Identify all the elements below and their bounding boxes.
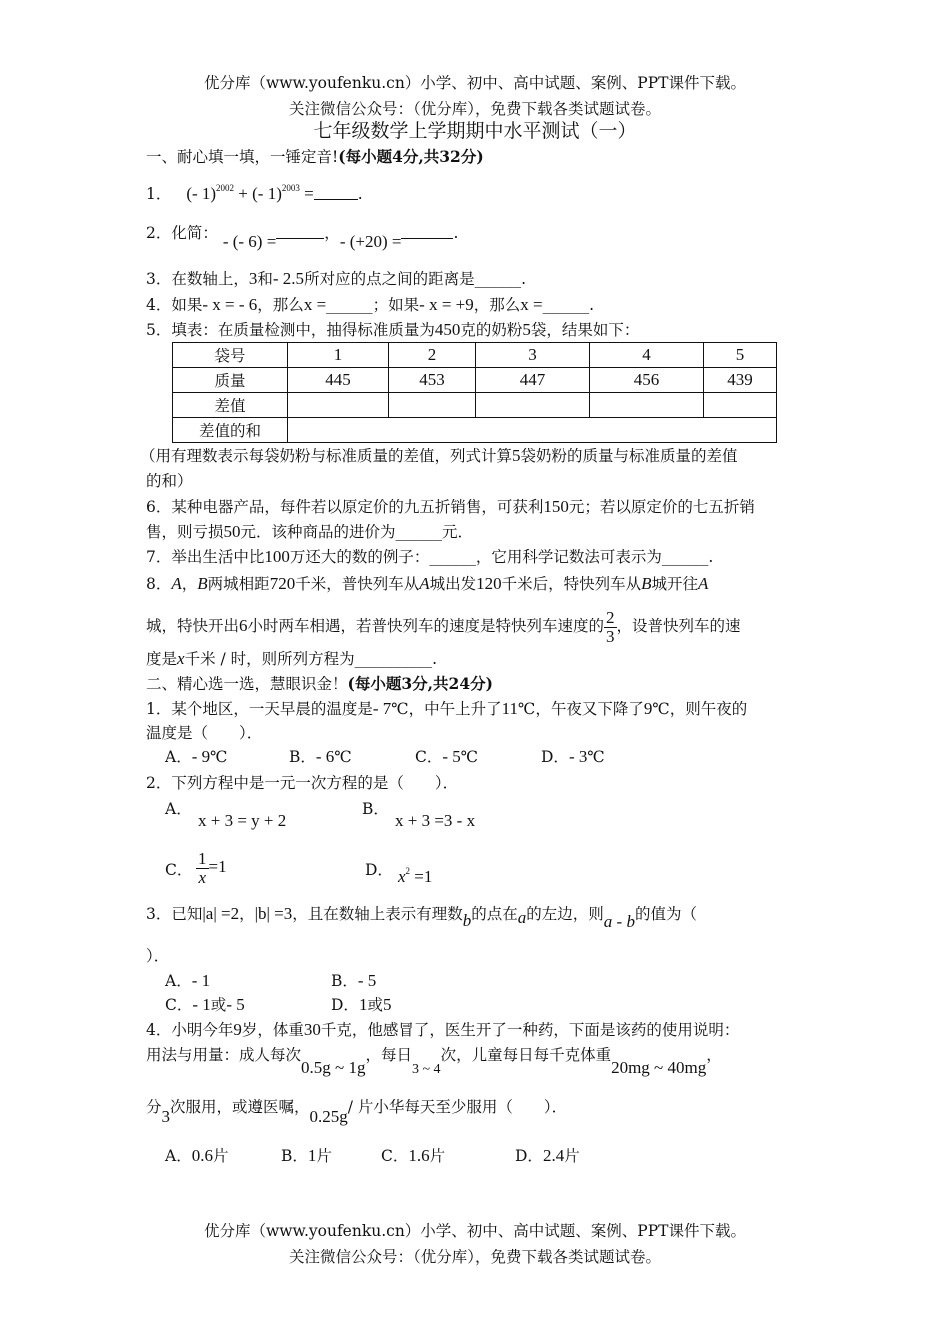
s2-q2-option-d-label[interactable]: D．	[365, 861, 393, 879]
option-b[interactable]: B．- 6℃	[289, 747, 352, 766]
table-cell: 453	[389, 368, 476, 393]
option-a[interactable]: A．- 9℃	[165, 747, 228, 766]
table-cell	[704, 393, 777, 418]
option-c[interactable]: C．- 5℃	[415, 747, 479, 766]
fraction: $\frac{2}{3}$	[606, 607, 615, 646]
s2-question-1-line-2: 温度是（ ）．	[146, 724, 263, 742]
s2-question-4-line-2: 用法与用量：成人每次0.5g ~ 1g，每日3 ~ 4次，儿童每日每千克体重20mg ~ 40mg，	[146, 1046, 722, 1077]
section-2-heading	[146, 673, 812, 695]
section-1-heading	[146, 146, 812, 168]
header-line-2: 关注微信公众号：（优分库），免费下载各类试题试卷。	[288, 100, 661, 118]
header-line-1: 优分库（www.youfenku.cn）小学、初中、高中试题、案例、PPT课件下载。	[203, 74, 747, 92]
table-cell: 445	[288, 368, 389, 393]
s2-q3-options-row-1	[165, 970, 812, 992]
row-label: 质量	[173, 368, 288, 393]
option-d[interactable]: D．- 3℃	[541, 747, 605, 766]
s2-q2-option-b: x + 3 =3 - x	[395, 811, 476, 830]
fraction: $\frac{1}{x}$	[198, 848, 207, 887]
table-row	[173, 343, 777, 368]
option-d[interactable]: D．1或5	[331, 995, 392, 1014]
section-2-score: (每小题3分,共24分)	[347, 674, 493, 693]
option-a[interactable]: A．0.6片	[165, 1146, 229, 1165]
s1-question-4: 4．如果- x = - 6，那么x =______；如果- x = +9，那么x =______.	[146, 295, 595, 314]
s2-question-1-line-1: 1．某个地区，一天早晨的温度是- 7℃，中午上升了11℃，午夜又下降了9℃，则午夜的	[146, 699, 748, 718]
table-cell	[476, 393, 590, 418]
section-1-score: (每小题4分,共32分)	[338, 147, 484, 166]
s1-question-3: 3．在数轴上，3和- 2.5所对应的点之间的距离是______.	[146, 269, 526, 288]
table-cell: 2	[389, 343, 476, 368]
s2-q2-option-c-label[interactable]: C．	[165, 861, 193, 879]
s1-question-8-line-2: 城，特快开出6小时两车相遇，若普快列车的速度是特快列车速度的 $\frac{2}{3}$ ，设普快列车的速	[146, 607, 741, 646]
row-label: 袋号	[173, 343, 288, 368]
table-cell: 5	[704, 343, 777, 368]
option-a[interactable]: A．- 1	[165, 971, 211, 990]
row-label: 差值	[173, 393, 288, 418]
s1-question-2: 2．化简： - (- 6) = ，- (+20) = .	[146, 224, 459, 251]
option-c[interactable]: C．- 1或- 5	[165, 995, 245, 1014]
answer-blank	[401, 224, 453, 239]
row-label: 差值的和	[173, 418, 288, 443]
table-cell: 3	[476, 343, 590, 368]
footer-line-1: 优分库（www.youfenku.cn）小学、初中、高中试题、案例、PPT课件下载。	[203, 1222, 747, 1240]
s1-question-6-line-1: 6．某种电器产品，每件若以原定价的九五折销售，可获利150元；若以原定价的七五折销	[146, 497, 755, 516]
s2-question-2: 2．下列方程中是一元一次方程的是（ ）．	[146, 774, 459, 792]
answer-blank	[314, 185, 358, 200]
section-2-title: 二、精心选一选，慧眼识金！	[146, 675, 348, 693]
option-d[interactable]: D．2.4片	[515, 1146, 580, 1165]
table-row	[173, 393, 777, 418]
s1-q5-note-line-2: 的和）	[146, 472, 193, 490]
table-cell	[288, 393, 389, 418]
s2-q2-option-d: $x^2 =1$	[398, 866, 433, 886]
option-b[interactable]: B．1片	[281, 1146, 332, 1165]
s2-question-3-line-1: 3．已知|a| =2，|b| =3，且在数轴上表示有理数b的点在a的左边，则a - b的值为（	[146, 904, 697, 931]
table-cell: 456	[590, 368, 704, 393]
s2-q2-option-c: $\frac{1}{x}$ =1	[198, 848, 227, 887]
option-c[interactable]: C．1.6片	[381, 1146, 446, 1165]
s1-q5-note-line-1: （用有理数表示每袋奶粉与标准质量的差值，列式计算5袋奶粉的质量与标准质量的差值	[140, 446, 738, 465]
s1-question-8-line-1: 8．A，B两城相距720千米，普快列车从A城出发120千米后，特快列车从B城开往A	[146, 574, 709, 593]
table-cell	[288, 418, 777, 443]
table-cell: 447	[476, 368, 590, 393]
s2-q2-option-a: x + 3 = y + 2	[198, 811, 287, 830]
s1-question-5: 5．填表：在质量检测中，抽得标准质量为450克的奶粉5袋，结果如下：	[146, 320, 640, 339]
section-1-title: 一、耐心填一填，一锤定音!	[146, 148, 339, 166]
s2-q2-option-b-label[interactable]: B．	[362, 800, 389, 818]
s1-question-7: 7．举出生活中比100万还大的数的例子：______，它用科学记数法可表示为______.	[146, 547, 714, 566]
footer-line-2: 关注微信公众号：（优分库），免费下载各类试题试卷。	[288, 1248, 661, 1266]
table-cell	[389, 393, 476, 418]
table-cell	[590, 393, 704, 418]
answer-blank	[276, 224, 324, 239]
table-cell: 439	[704, 368, 777, 393]
s2-question-4-line-3: 分3次服用，或遵医嘱，0.25g/ 片小华每天至少服用（ ）．	[146, 1098, 568, 1126]
table-row	[173, 368, 777, 393]
table-cell: 4	[590, 343, 704, 368]
s2-q4-options	[165, 1145, 812, 1167]
s2-q3-options-row-2	[165, 994, 812, 1016]
table-row	[173, 418, 777, 443]
milk-powder-table	[172, 342, 777, 443]
s2-q2-option-a-label[interactable]: A．	[165, 800, 192, 818]
s2-q1-options	[165, 746, 812, 768]
s2-question-4-line-1: 4．小明今年9岁，体重30千克，他感冒了，医生开了一种药，下面是该药的使用说明：	[146, 1020, 740, 1039]
s2-question-3-line-2: ）．	[146, 947, 170, 965]
option-b[interactable]: B．- 5	[331, 971, 377, 990]
s1-question-1: 1． (- 1)$^{2002}$ + (- 1)$^{2003}$ = .	[146, 183, 363, 203]
s1-question-8-line-3: 度是x千米 / 时，则所列方程为__________.	[146, 649, 438, 668]
s1-question-6-line-2: 售，则亏损50元．该种商品的进价为______元．	[146, 522, 474, 541]
table-cell: 1	[288, 343, 389, 368]
exam-title: 七年级数学上学期期中水平测试（一）	[313, 120, 637, 142]
